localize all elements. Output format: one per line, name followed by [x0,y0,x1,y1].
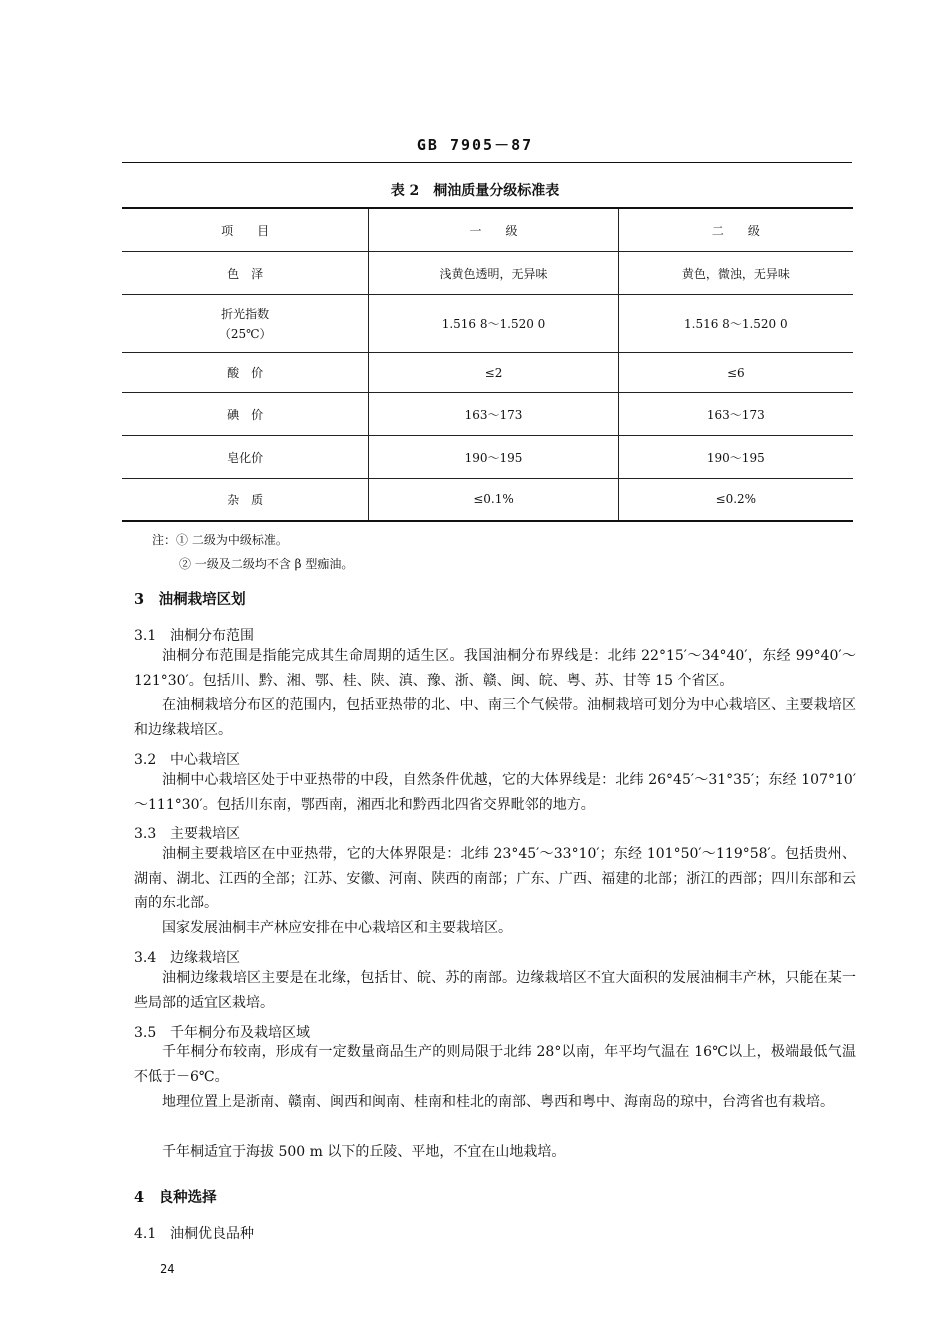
row-grade-2: 1.516 8～1.520 0 [618,295,853,353]
column-header-item: 项 目 [122,208,369,252]
section-3-5-heading [134,1022,310,1042]
header-divider [122,162,852,163]
paragraph: 油桐边缘栽培区主要是在北缘，包括甘、皖、苏的南部。边缘栽培区不宜大面积的发展油桐丰产林，只能在某一些局部的适宜区栽培。 [134,970,856,1011]
section-number: 3.2 [134,752,157,768]
row-grade-1: 1.516 8～1.520 0 [369,295,618,353]
row-grade-1: 190～195 [369,436,618,479]
table-title: 表 2 桐油质量分级标准表 [390,183,560,199]
section-title: 油桐分布范围 [170,628,254,644]
column-header-grade-2: 二 级 [618,208,853,252]
table-header-row [122,208,853,252]
paragraph: 千年桐分布较南，形成有一定数量商品生产的则局限于北纬 28°以南，年平均气温在 16℃以上，极端最低气温不低于－6℃。 [134,1044,856,1085]
section-3-4-heading [134,947,240,967]
section-3-heading: 3 油桐栽培区划 [134,591,246,608]
section-title: 边缘栽培区 [170,950,240,966]
row-grade-2: ≤6 [618,353,853,393]
row-grade-2: 163～173 [618,393,853,436]
table-note-1: 注：① 二级为中级标准。 [152,533,288,547]
column-header-grade-1: 一 级 [369,208,618,252]
paragraph: 油桐中心栽培区处于中亚热带的中段，自然条件优越，它的大体界线是：北纬 26°45′～31°35′；东经 107°10′～111°30′。包括川东南，鄂西南，湘西北和黔西北四省交界毗邻的地方。 [134,772,856,813]
paragraph: 地理位置上是浙南、赣南、闽西和闽南、桂南和桂北的南部、粤西和粤中、海南岛的琼中，台湾省也有栽培。 [162,1094,834,1110]
section-number: 3.3 [134,826,157,842]
row-grade-2: 190～195 [618,436,853,479]
row-item: 杂 质 [122,479,369,521]
paragraph: 在油桐栽培分布区的范围内，包括亚热带的北、中、南三个气候带。油桐栽培可划分为中心栽培区、主要栽培区和边缘栽培区。 [134,697,856,738]
page-number: 24 [160,1262,175,1276]
section-3-1-heading [134,625,254,645]
row-item: 碘 价 [122,393,369,436]
table-row [122,436,853,479]
section-title: 主要栽培区 [170,826,240,842]
section-number: 3.5 [134,1025,157,1041]
section-4-heading: 4 良种选择 [134,1189,217,1206]
table-row [122,295,853,353]
row-item: 酸 价 [122,353,369,393]
row-grade-1: 浅黄色透明，无异味 [369,252,618,295]
row-item: 皂化价 [122,436,369,479]
section-title: 油桐优良品种 [170,1226,254,1242]
table-note-2: ② 一级及二级均不含 β 型痂油。 [179,557,354,571]
row-grade-2: 黄色，微浊，无异味 [618,252,853,295]
table-row [122,252,853,295]
row-grade-1: ≤2 [369,353,618,393]
row-grade-1: ≤0.1% [369,479,618,521]
paragraph: 千年桐适宜于海拔 500 m 以下的丘陵、平地，不宜在山地栽培。 [162,1144,566,1160]
row-item [122,295,369,353]
row-grade-2: ≤0.2% [618,479,853,521]
section-title: 中心栽培区 [170,752,240,768]
section-3-3-heading [134,823,240,843]
table-notes [152,528,353,576]
section-4-1-heading [134,1223,254,1243]
grade-standard-table [122,207,853,522]
paragraph: 国家发展油桐丰产林应安排在中心栽培区和主要栽培区。 [162,920,512,936]
document-code-header: GB 7905－87 [416,136,534,154]
section-3-2-heading [134,749,240,769]
section-number: 3.1 [134,628,157,644]
paragraph: 油桐主要栽培区在中亚热带，它的大体界限是：北纬 23°45′～33°10′；东经 101°50′～119°58′。包括贵州、湖南、湖北、江西的全部；江苏、安徽、河南、陕西的南部；广东、广西、福建的北部；浙江的西部；四川东部和云南的东北部。 [134,846,856,911]
section-number: 4.1 [134,1226,157,1242]
table-row [122,479,853,521]
paragraph: 油桐分布范围是指能完成其生命周期的适生区。我国油桐分布界线是：北纬 22°15′～34°40′，东经 99°40′～121°30′。包括川、黔、湘、鄂、桂、陕、滇、豫、浙、赣、闽、皖、粤、苏、甘等 15 个省区。 [134,648,856,689]
table-row [122,353,853,393]
table-row [122,393,853,436]
row-item: 色 泽 [122,252,369,295]
section-number: 3.4 [134,950,157,966]
row-item-line-2: （25℃） [218,326,272,341]
row-grade-1: 163～173 [369,393,618,436]
row-item-line-1: 折光指数 [221,306,270,321]
section-title: 千年桐分布及栽培区域 [170,1025,310,1041]
